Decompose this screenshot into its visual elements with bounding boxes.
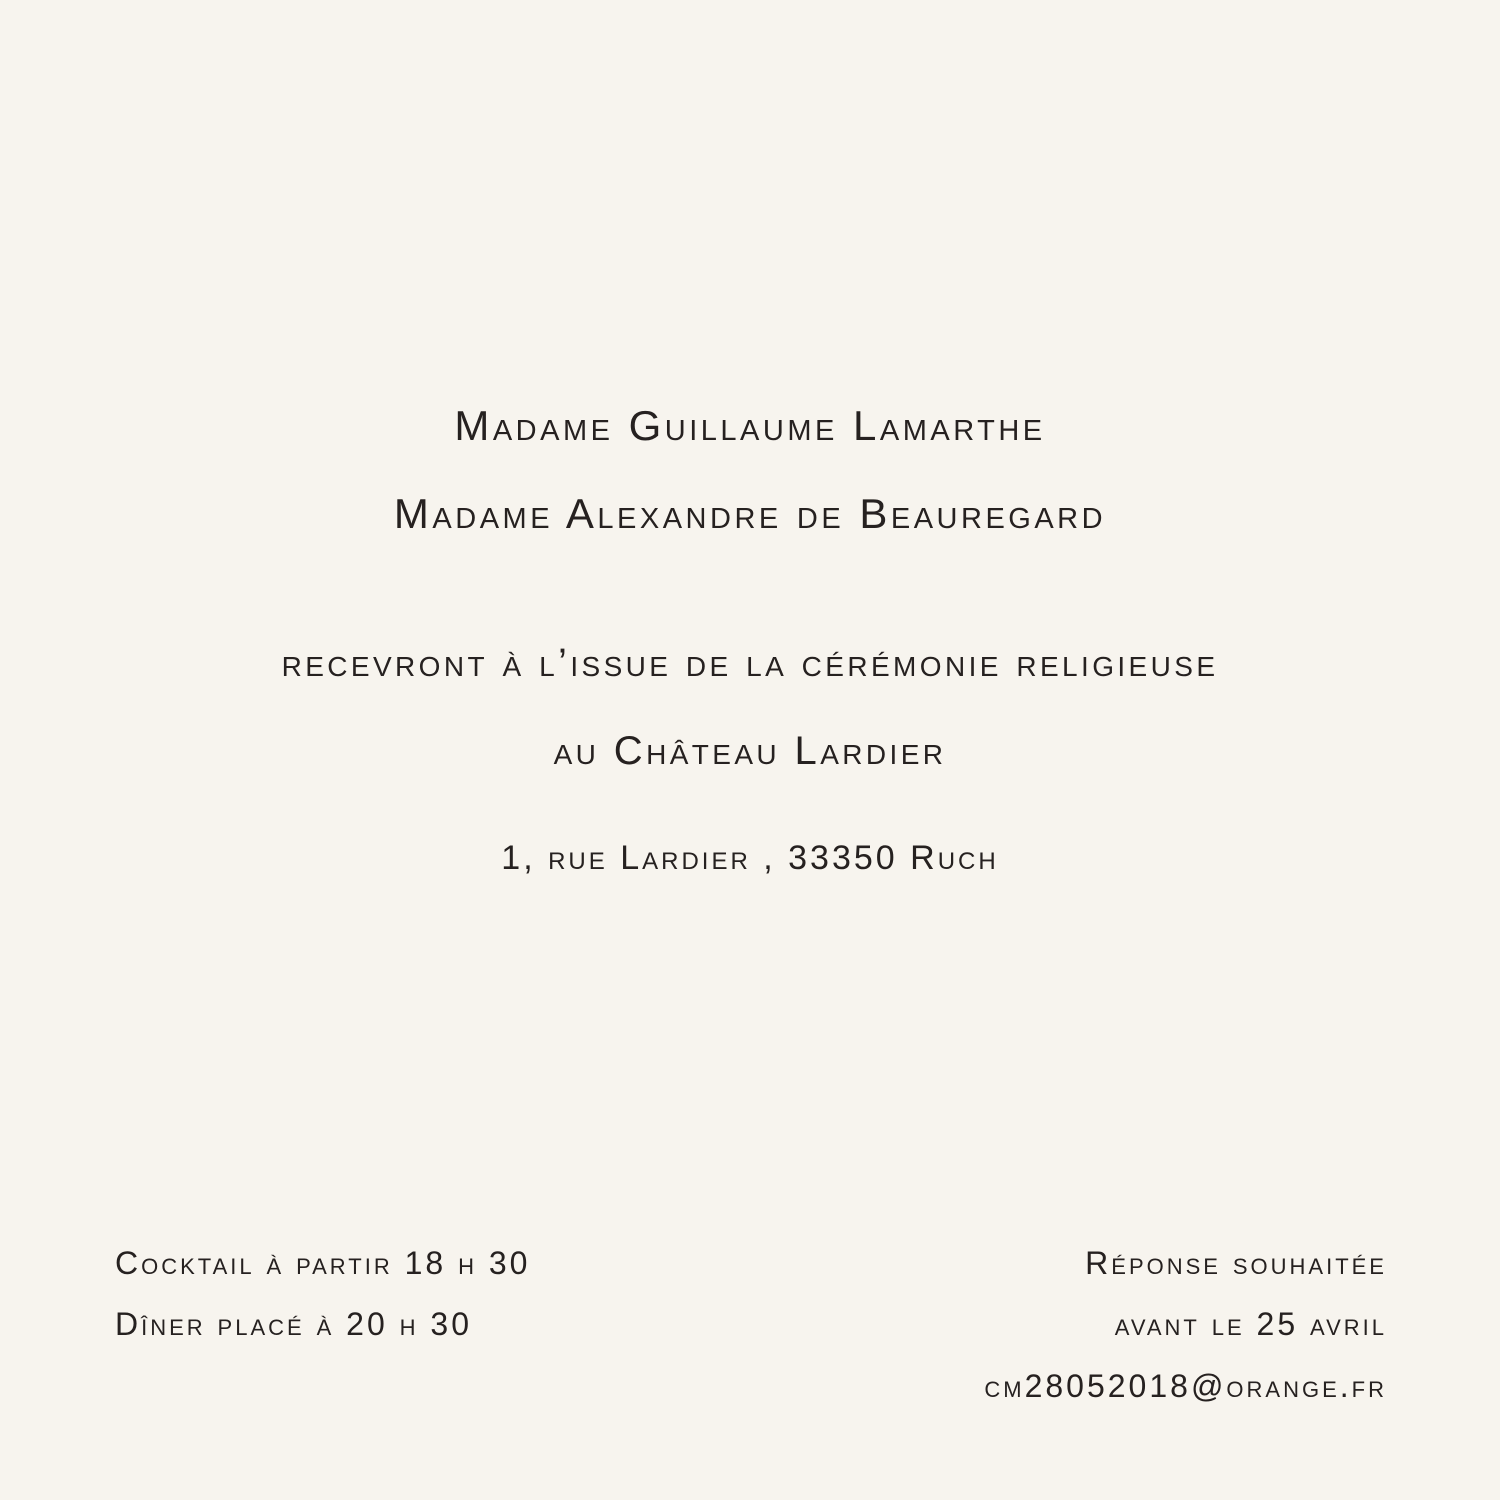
rsvp-email[interactable]: cm28052018@orange.fr	[984, 1368, 1387, 1404]
rsvp-deadline: avant le 25 avril	[1114, 1306, 1387, 1342]
host-name-2: Madame Alexandre de Beauregard	[393, 490, 1107, 537]
cocktail-time: Cocktail à partir 18 h 30	[115, 1245, 531, 1281]
reception-announcement: recevront à l’issue de la cérémonie religieuse	[281, 641, 1219, 685]
host-name-1: Madame Guillaume Lamarthe	[454, 402, 1046, 449]
rsvp-request: Réponse souhaitée	[1085, 1245, 1387, 1281]
dinner-time: Dîner placé à 20 h 30	[115, 1306, 473, 1342]
venue-address: 1, rue Lardier , 33350 Ruch	[501, 839, 999, 877]
venue-name: au Château Lardier	[553, 729, 947, 773]
